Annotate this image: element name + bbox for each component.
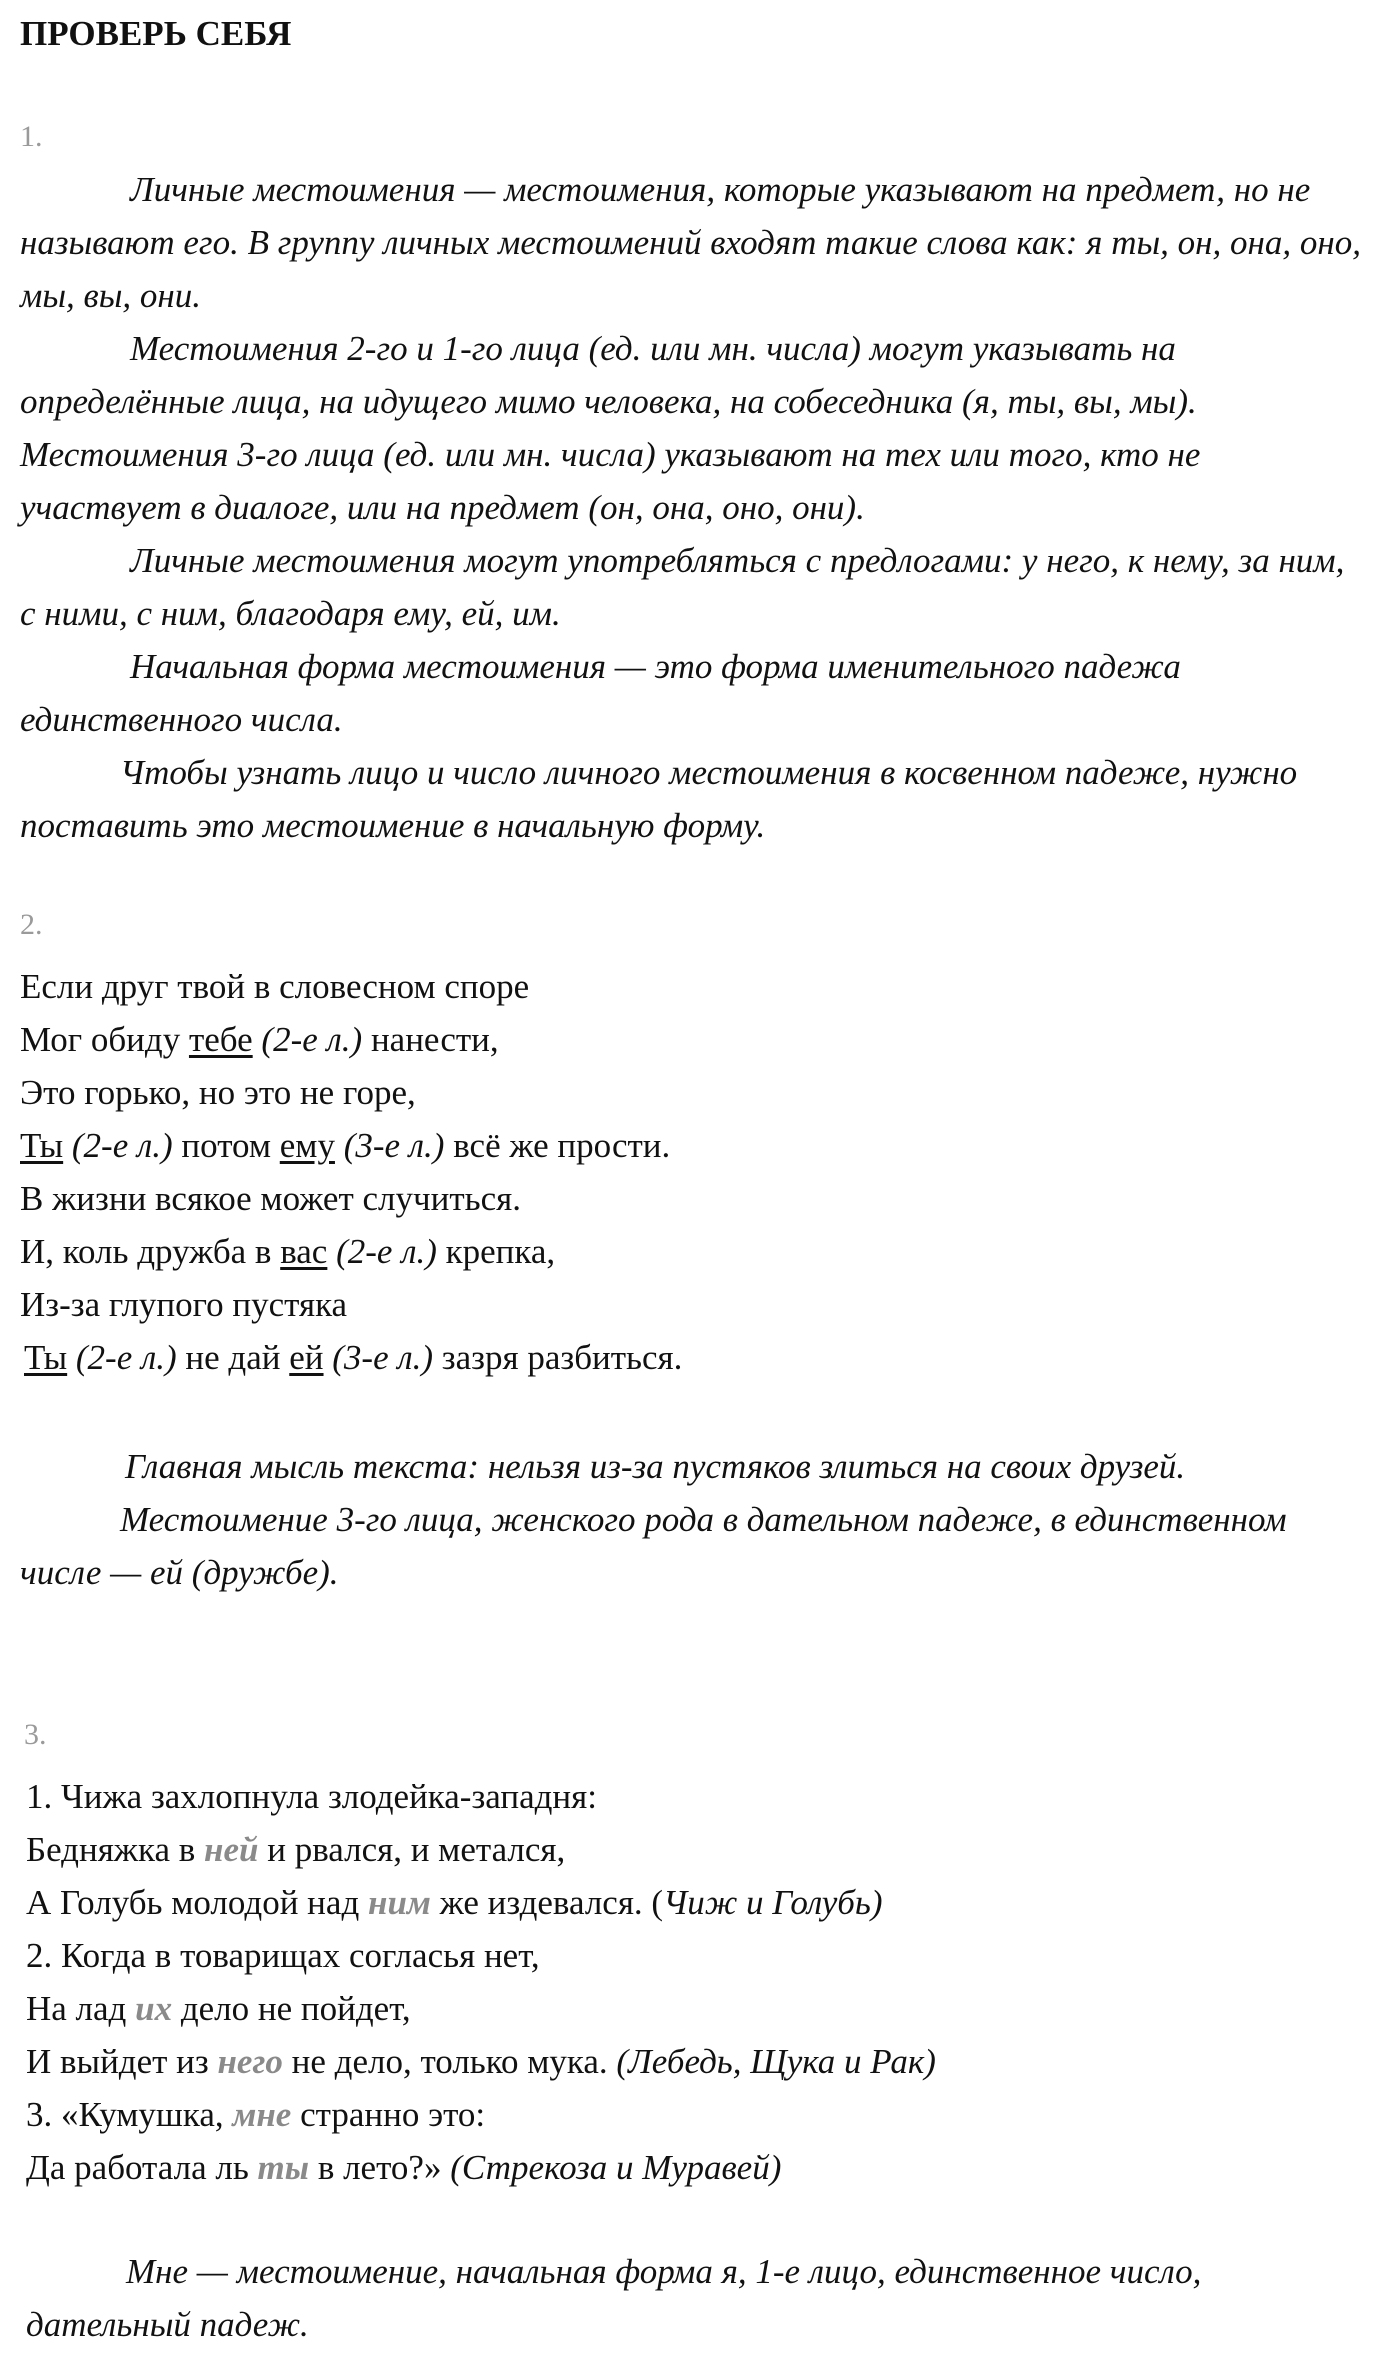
poem [20, 960, 1360, 1384]
fable-line: 1. Чижа захлопнула злодейка-западня: [26, 1777, 597, 1816]
page-title: ПРОВЕРЬ СЕБЯ [20, 14, 292, 53]
pronoun-note: (2-е л.) [336, 1232, 437, 1271]
fable-line: Бедняжка в ней и рвался, и метался, [26, 1830, 566, 1869]
fable-line: 3. «Кумушка, мне странно это: [26, 2095, 486, 2134]
fable-line: Да работала ль ты в лето?» (Стрекоза и Муравей) [26, 2148, 782, 2187]
fable-source: (Стрекоза и Муравей) [450, 2148, 782, 2187]
pronoun: ему [279, 1126, 335, 1165]
poem-line: И, коль дружба в вас (2-е л.) крепка, [20, 1232, 556, 1271]
paragraph: Местоимения 2-го и 1-го лица (ед. или мн. числа) могут указывать на определённые лица, на идущего мимо человека, на собеседника (я, ты, вы, мы). Местоимения 3-го лица (ед. или мн. числа) указывают на тех или того, кто не участвует в диалоге, или на предмет (он, она, оно, они). [20, 329, 1201, 527]
fable-line: На лад их дело не пойдет, [26, 1989, 411, 2028]
highlighted-pronoun: ним [368, 1883, 431, 1922]
highlighted-pronoun: мне [232, 2095, 292, 2134]
fable-line: 2. Когда в товарищах согласья нет, [26, 1936, 540, 1975]
pronoun: Ты [24, 1338, 68, 1377]
paragraph: Чтобы узнать лицо и число личного местоимения в косвенном падеже, нужно поставить это местоимение в начальную форму. [20, 753, 1298, 845]
section-1-number: 1. [20, 120, 43, 153]
paragraph: Мне — местоимение, начальная форма я, 1-е лицо, единственное число, дательный падеж. [26, 2252, 1202, 2344]
poem-line: Если друг твой в словесном споре [20, 967, 530, 1006]
pronoun: тебе [188, 1020, 253, 1059]
fable-quotes [26, 1770, 1366, 2194]
pronoun-note: (3-е л.) [332, 1338, 434, 1377]
paragraph: Личные местоимения — местоимения, которые указывают на предмет, но не называют его. В группу личных местоимений входят такие слова как: я ты, он, она, оно, мы, вы, они. [20, 170, 1362, 315]
pronoun-note: (2-е л.) [71, 1126, 173, 1165]
section-3-number: 3. [24, 1718, 47, 1751]
poem-line: В жизни всякое может случиться. [20, 1179, 521, 1218]
section-2-text [20, 1440, 1365, 1599]
section-2-number: 2. [20, 908, 43, 941]
fable-source: (Лебедь, Щука и Рак) [616, 2042, 936, 2081]
pronoun: ей [289, 1338, 324, 1377]
pronoun: вас [280, 1232, 328, 1271]
paragraph: Личные местоимения могут употребляться с предлогами: у него, к нему, за ним, с ними, с ним, благодаря ему, ей, им. [20, 541, 1345, 633]
section-1-text [20, 163, 1365, 852]
poem-line: Это горько, но это не горе, [20, 1073, 416, 1112]
fable-line: А Голубь молодой над ним же издевался. (Чиж и Голубь) [26, 1883, 883, 1922]
poem-line: Из-за глупого пустяка [20, 1285, 348, 1324]
highlighted-pronoun: их [135, 1989, 173, 2028]
poem-line: Мог обиду тебе (2-е л.) нанести, [20, 1020, 499, 1059]
highlighted-pronoun: ты [257, 2148, 310, 2187]
pronoun: Ты [20, 1126, 64, 1165]
pronoun-note: (2-е л.) [75, 1338, 177, 1377]
poem-line: Ты (2-е л.) не дай ей (3-е л.) зазря разбиться. [24, 1338, 683, 1377]
poem-line: Ты (2-е л.) потом ему (3-е л.) всё же прости. [20, 1126, 671, 1165]
highlighted-pronoun: него [217, 2042, 283, 2081]
fable-line: И выйдет из него не дело, только мука. (Лебедь, Щука и Рак) [26, 2042, 936, 2081]
paragraph: Главная мысль текста: нельзя из-за пустяков злиться на своих друзей. [125, 1447, 1186, 1486]
fable-source: Чиж и Голубь) [663, 1883, 883, 1922]
pronoun-note: (2-е л.) [261, 1020, 363, 1059]
highlighted-pronoun: ней [204, 1830, 259, 1869]
paragraph: Местоимение 3-го лица, женского рода в дательном падеже, в единственном числе — ей (дружбе). [20, 1500, 1287, 1592]
paragraph: Начальная форма местоимения — это форма именительного падежа единственного числа. [20, 647, 1181, 739]
section-3-text [26, 2245, 1366, 2351]
pronoun-note: (3-е л.) [343, 1126, 445, 1165]
